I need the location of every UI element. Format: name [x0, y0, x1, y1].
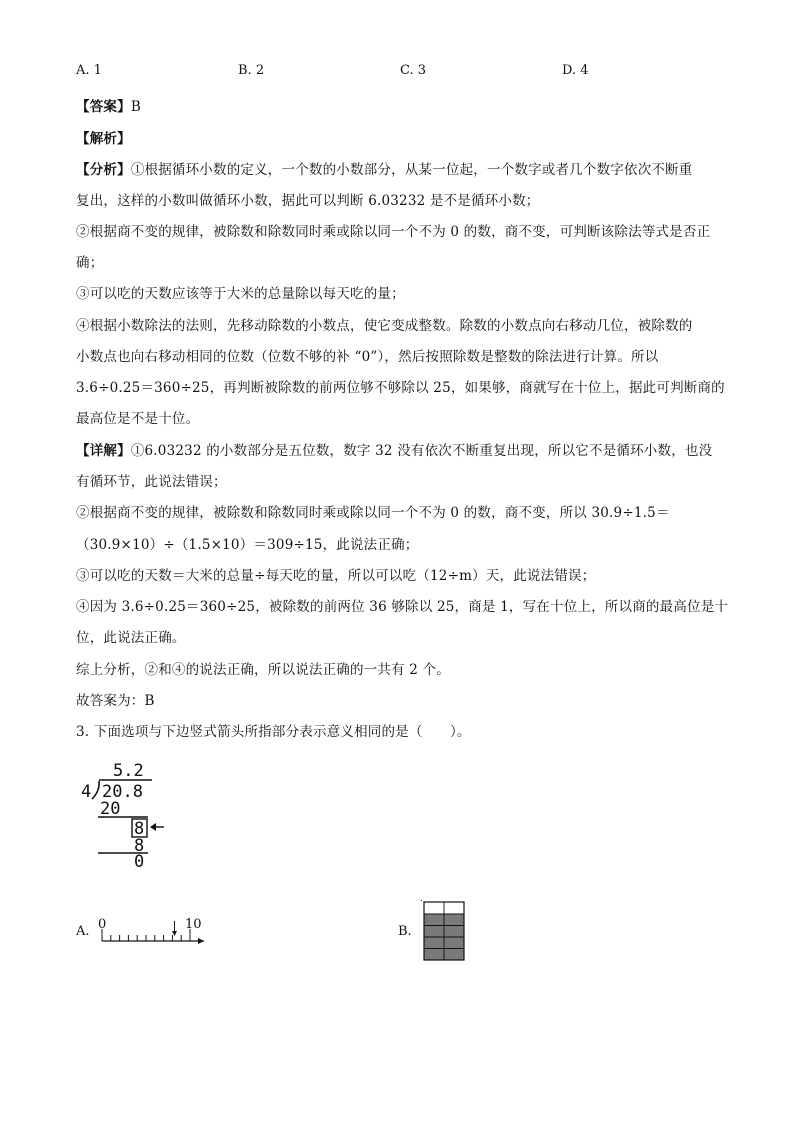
option-a: A. 1	[76, 63, 102, 78]
answer-value: B	[130, 99, 141, 115]
analysis-tag: 【分析】	[76, 162, 131, 178]
number-line-svg	[94, 914, 214, 948]
long-division-svg	[78, 757, 188, 869]
analysis-line-4: 确；	[76, 255, 104, 271]
detail-line-4: （30.9×10）÷（1.5×10）＝309÷15，此说法正确；	[76, 537, 419, 553]
summary-line: 综上分析，②和④的说法正确，所以说法正确的一共有 2 个。	[76, 662, 450, 678]
analysis-text-1: ①根据循环小数的定义，一个数的小数部分，从某一位起，一个数字或者几个数字依次不断重	[130, 162, 693, 178]
arrow-icon	[150, 823, 156, 831]
number-line-arrow-icon	[198, 938, 204, 944]
answer-tag: 【答案】	[76, 99, 131, 115]
analysis-line-2: 复出，这样的小数叫做循环小数，据此可以判断 6.03232 是不是循环小数；	[76, 193, 540, 209]
divisor-text: 4	[81, 782, 92, 802]
detail-line-7: 位，此说法正确。	[76, 630, 186, 646]
boxed-digit-text: 8	[134, 819, 145, 839]
analysis-line-6: ④根据小数除法的法则，先移动除数的小数点，使它变成整数。除数的小数点向右移动几位，被除数的	[76, 318, 693, 334]
analysis-line-5: ③可以吃的天数应该等于大米的总量除以每天吃的量；	[76, 286, 405, 302]
subtrahend-2-text: 8	[134, 836, 145, 856]
analysis-line-9: 最高位是不是十位。	[76, 411, 200, 427]
analysis-line-3: ②根据商不变的规律，被除数和除数同时乘或除以同一个不为 0 的数，商不变，可判断该除法等式是否正	[76, 224, 711, 240]
option-a-number-line	[94, 914, 214, 948]
dividend-text: 20.8	[102, 782, 143, 802]
answer-line	[76, 95, 141, 115]
detail-text-1: ①6.03232 的小数部分是五位数，数字 32 没有依次不断重复出现，所以它不是循环小数，也没	[130, 443, 713, 459]
analysis-heading: 【解析】	[76, 131, 131, 147]
option-c: C. 3	[400, 63, 427, 78]
long-division-figure	[78, 757, 188, 869]
final-answer-line: 故答案为：B	[76, 693, 155, 709]
division-bracket	[92, 781, 99, 799]
option-b: B. 2	[238, 63, 265, 78]
remainder-text: 0	[134, 852, 145, 869]
detail-line-5: ③可以吃的天数＝大米的总量÷每天吃的量，所以可以吃（12÷m）天，此说法错误；	[76, 568, 596, 584]
option-b-label: B.	[398, 924, 412, 939]
detail-tag: 【详解】	[76, 443, 131, 459]
option-d: D. 4	[562, 63, 589, 78]
analysis-line-7: 小数点也向右移动相同的位数（位数不够的补 “0”），然后按照除数是整数的除法进行计算。所以	[76, 349, 659, 365]
detail-line-3: ②根据商不变的规律，被除数和除数同时乘或除以同一个不为 0 的数，商不变，所以 30.9÷1.5＝	[76, 505, 670, 521]
number-line-start: 0	[98, 917, 107, 932]
detail-line-1	[76, 439, 712, 459]
detail-line-2: 有循环节，此说法错误；	[76, 474, 227, 490]
detail-line-6: ④因为 3.6÷0.25＝360÷25，被除数的前两位 36 够除以 25，商是 1，写在十位上，所以商的最高位是十	[76, 599, 729, 615]
option-a-label: A.	[76, 924, 90, 939]
question-3: 3. 下面选项与下边竖式箭头所指部分表示意义相同的是（ ）。	[76, 724, 471, 740]
number-line-ticks	[102, 929, 190, 941]
analysis-line-8: 3.6÷0.25＝360÷25，再判断被除数的前两位够不够除以 25，如果够，商就写在十位上，据此可判断商的	[76, 380, 725, 396]
number-line-end: 10	[185, 917, 202, 932]
analysis-line-1	[76, 158, 693, 178]
grid-svg	[418, 898, 468, 964]
subtrahend-1-text: 20	[100, 799, 121, 819]
quotient-text: 5.2	[113, 761, 144, 781]
grid-mark	[421, 900, 422, 901]
option-b-grid	[418, 898, 468, 964]
